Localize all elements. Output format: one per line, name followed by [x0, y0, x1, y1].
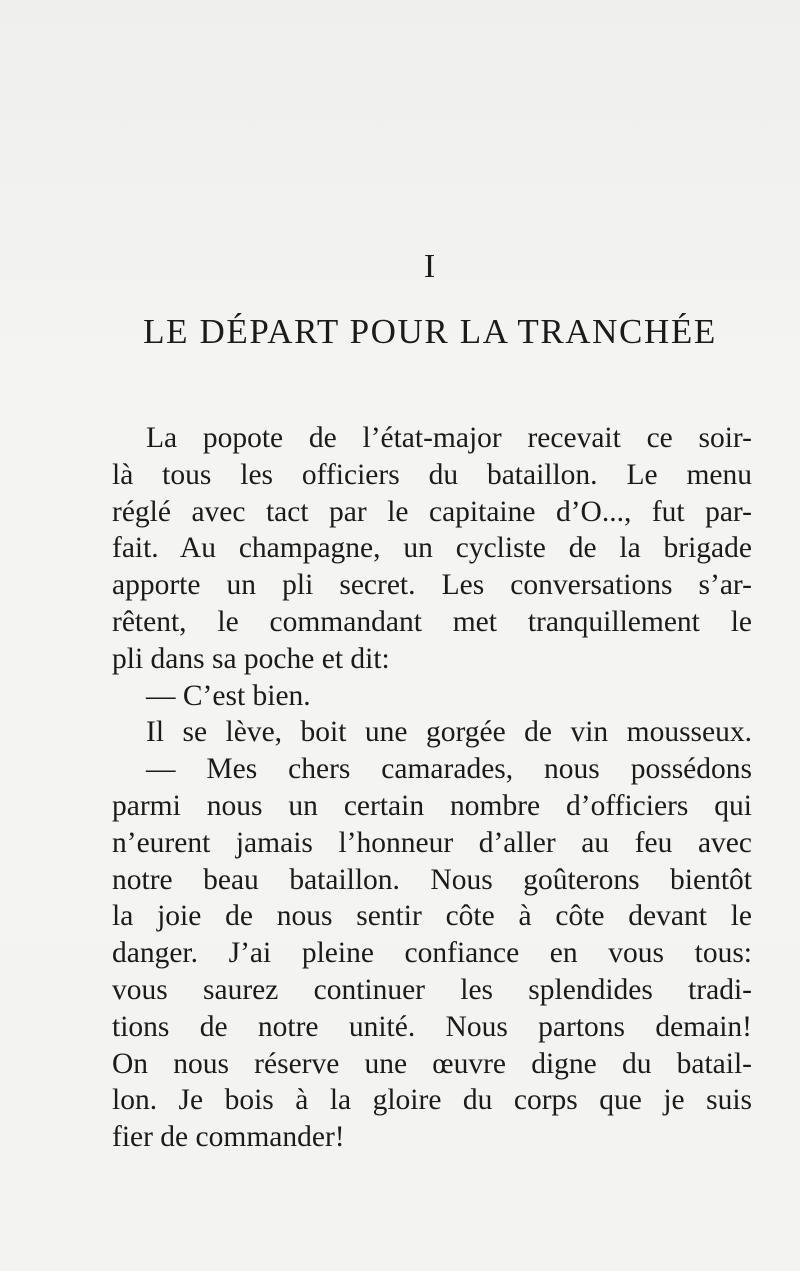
- text-line: fier de commander!: [112, 1121, 345, 1154]
- chapter-number: I: [423, 248, 437, 285]
- text-line: la joie de nous sentir côte à côte devant le: [112, 900, 752, 933]
- text-line: — C’est bien.: [146, 679, 311, 712]
- text-line: n’eurent jamais l’honneur d’aller au feu avec: [112, 826, 752, 859]
- text-line: fait. Au champagne, un cycliste de la brigade: [112, 532, 752, 565]
- text-line: parmi nous un certain nombre d’officiers qui: [112, 789, 752, 822]
- chapter-body: [112, 420, 752, 1156]
- chapter-title: LE DÉPART POUR LA TRANCHÉE: [143, 312, 717, 351]
- text-line: — Mes chers camarades, nous possédons: [146, 753, 752, 786]
- text-line: pli dans sa poche et dit:: [112, 642, 390, 675]
- text-line: On nous réserve une œuvre digne du batail-: [112, 1047, 752, 1080]
- text-line: réglé avec tact par le capitaine d’O..., fut par-: [112, 495, 752, 528]
- text-line: lon. Je bois à la gloire du corps que je suis: [112, 1084, 752, 1117]
- text-line: là tous les officiers du bataillon. Le menu: [112, 458, 752, 491]
- text-line: apporte un pli secret. Les conversations s’ar-: [112, 569, 752, 602]
- text-line: rêtent, le commandant met tranquillement le: [112, 605, 752, 638]
- text-line: notre beau bataillon. Nous goûterons bientôt: [112, 863, 752, 896]
- text-line: vous saurez continuer les splendides tradi-: [112, 973, 752, 1006]
- text-line: danger. J’ai pleine confiance en vous tous:: [112, 937, 752, 970]
- text-line: Il se lève, boit une gorgée de vin mousseux.: [146, 716, 752, 749]
- text-line: La popote de l’état-major recevait ce soir-: [146, 422, 752, 454]
- text-line: tions de notre unité. Nous partons demain!: [112, 1010, 752, 1043]
